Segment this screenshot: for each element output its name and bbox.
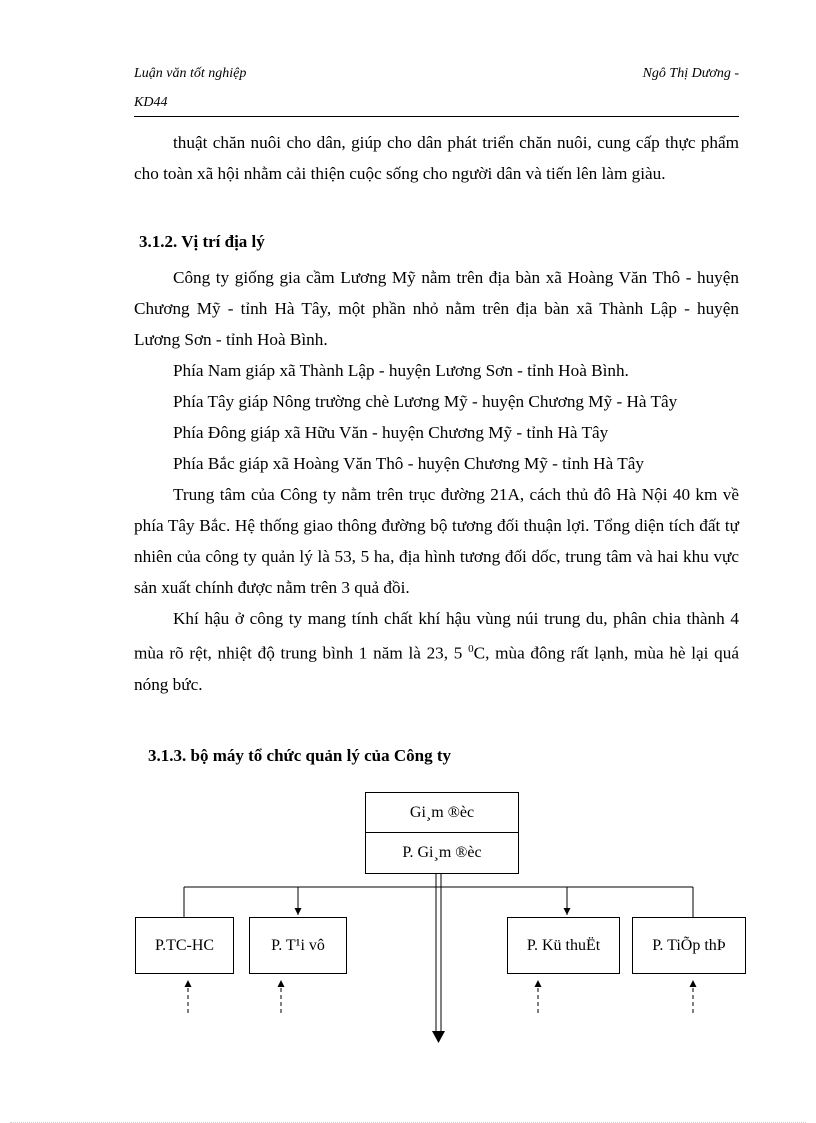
climate-text-b: C, mùa đông rất lạnh, mùa hè lại quá nóng bức. — [134, 643, 739, 694]
deputy-director-box: P. Gi¸m ®èc — [365, 832, 519, 874]
director-box: Gi¸m ®èc — [365, 792, 519, 833]
degree-sup: 0 — [468, 643, 474, 655]
section-313-heading: 3.1.3. bộ máy tổ chức quản lý của Công ty — [148, 746, 452, 765]
header-class-code: KD44 — [134, 95, 168, 110]
dept-box-kythuat: P. Kü thuËt — [507, 917, 620, 974]
dept-box-taivu: P. T¹i vô — [249, 917, 347, 974]
paragraph-west: Phía Tây giáp Nông trường chè Lương Mỹ - huyện Chương Mỹ - Hà Tây — [173, 392, 678, 411]
paragraph-location: Công ty giống gia cầm Lương Mỹ nằm trên địa bàn xã Hoàng Văn Thô - huyện Chương Mỹ - tỉnh Hà Tây, một phần nhỏ nằm trên địa bàn xã Thành Lập - huyện Lương Sơn - tỉnh Hoà Bình. — [134, 268, 739, 349]
section-312-heading: 3.1.2. Vị trí địa lý — [139, 232, 265, 251]
paragraph-center: Trung tâm của Công ty nằm trên trục đường 21A, cách thủ đô Hà Nội 40 km về phía Tây Bắc. Hệ thống giao thông đường bộ tương đối thuận lợi. Tổng diện tích đất tự nhiên của công ty quản lý là 53, 5 ha, địa hình tương đối dốc, trung tâm và hai khu vực sản xuất chính được nằm trên 3 quả đồi. — [134, 485, 739, 597]
dept-box-tiepthi: P. TiÕp thÞ — [632, 917, 746, 974]
header-left-title: Luận văn tốt nghiệp — [134, 66, 247, 81]
trunk-arrow-head — [432, 1031, 445, 1043]
paragraph-north: Phía Bắc giáp xã Hoàng Văn Thô - huyện Chương Mỹ - tỉnh Hà Tây — [173, 454, 644, 473]
paragraph-south: Phía Nam giáp xã Thành Lập - huyện Lương Sơn - tỉnh Hoà Bình. — [173, 361, 629, 380]
paragraph-east: Phía Đông giáp xã Hữu Văn - huyện Chương Mỹ - tỉnh Hà Tây — [173, 423, 609, 442]
climate-text-a: Khí hậu ở công ty mang tính chất khí hậu vùng núi trung du, phân chia thành 4 mùa rõ rệt, nhiệt độ trung bình 1 năm là 23, 5 — [134, 609, 739, 663]
header-author: Ngô Thị Dương - — [642, 66, 739, 81]
dept-box-tchc: P.TC-HC — [135, 917, 234, 974]
intro-paragraph: thuật chăn nuôi cho dân, giúp cho dân phát triển chăn nuôi, cung cấp thực phẩm cho toàn xã hội nhằm cải thiện cuộc sống cho người dân và tiến lên làm giàu. — [134, 133, 739, 183]
